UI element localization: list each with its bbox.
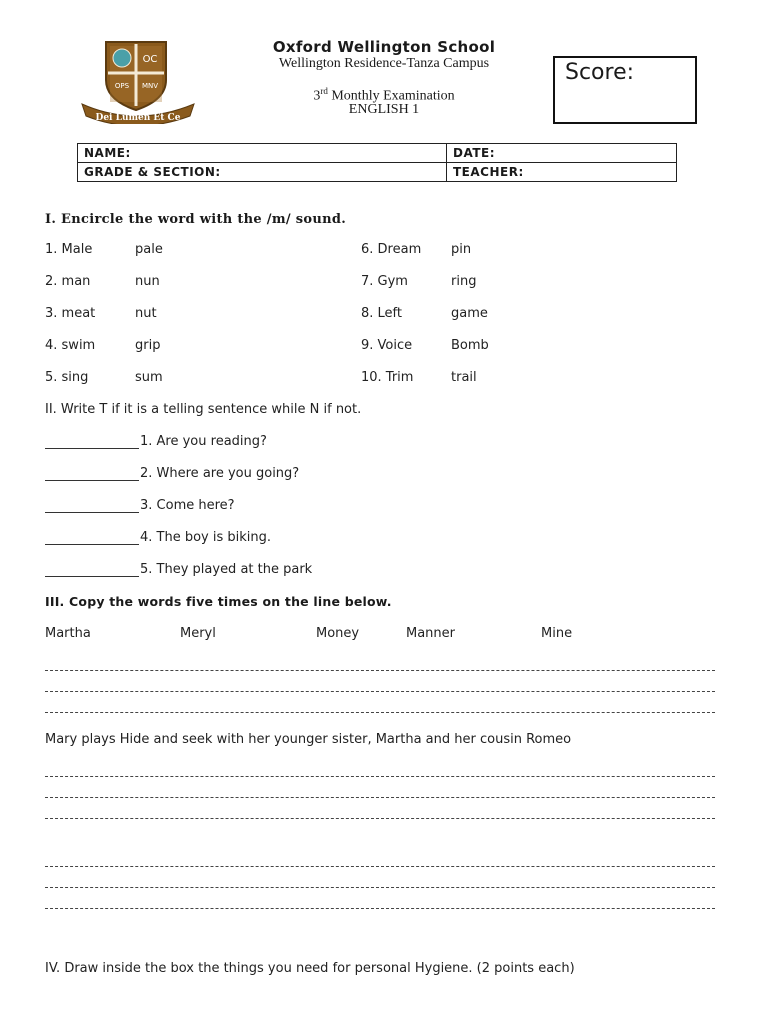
list-item: 10. Trim xyxy=(361,370,414,385)
list-item: 2. man xyxy=(45,274,91,289)
logo-text-mnv: MNV xyxy=(141,82,159,90)
grade-section-field: GRADE & SECTION: xyxy=(78,163,447,182)
score-label: Score: xyxy=(565,60,635,85)
list-item: 5. sing xyxy=(45,370,89,385)
writing-line[interactable] xyxy=(45,776,715,777)
copy-sentence: Mary plays Hide and seek with her younger sister, Martha and her cousin Romeo xyxy=(45,732,572,747)
list-item: Bomb xyxy=(451,338,489,353)
answer-blank[interactable] xyxy=(45,500,139,513)
list-item xyxy=(45,434,267,449)
logo-banner-text: Dei Lumen Et Ce xyxy=(95,113,181,123)
writing-line[interactable] xyxy=(45,797,715,798)
answer-blank[interactable] xyxy=(45,468,139,481)
part2-title: II. Write T if it is a telling sentence while N if not. xyxy=(45,402,362,417)
list-item: nun xyxy=(135,274,160,289)
question-text: 2. Where are you going? xyxy=(140,466,300,481)
list-item: 1. Male xyxy=(45,242,93,257)
copy-word: Martha xyxy=(45,626,91,641)
writing-line[interactable] xyxy=(45,670,715,671)
question-text: 3. Come here? xyxy=(140,498,235,513)
list-item xyxy=(45,562,312,577)
list-item: 7. Gym xyxy=(361,274,408,289)
copy-word: Meryl xyxy=(180,626,216,641)
name-field: NAME: xyxy=(78,144,447,163)
list-item xyxy=(45,530,271,545)
answer-blank[interactable] xyxy=(45,436,139,449)
list-item: 4. swim xyxy=(45,338,96,353)
logo-text-oc: OC xyxy=(142,54,158,65)
campus-name: Wellington Residence-Tanza Campus xyxy=(278,56,490,71)
subject-title: ENGLISH 1 xyxy=(348,102,420,117)
question-text: 4. The boy is biking. xyxy=(140,530,272,545)
list-item: pin xyxy=(451,242,472,257)
list-item: pale xyxy=(135,242,163,257)
list-item: game xyxy=(451,306,488,321)
writing-line[interactable] xyxy=(45,712,715,713)
part1-title: I. Encircle the word with the /m/ sound. xyxy=(45,212,347,227)
writing-line[interactable] xyxy=(45,691,715,692)
date-field: DATE: xyxy=(447,144,677,163)
logo-text-ops: OPS xyxy=(114,82,130,90)
writing-line[interactable] xyxy=(45,887,715,888)
writing-line[interactable] xyxy=(45,866,715,867)
teacher-field: TEACHER: xyxy=(447,163,677,182)
part4-title: IV. Draw inside the box the things you need for personal Hygiene. (2 points each) xyxy=(45,961,575,976)
list-item: sum xyxy=(135,370,163,385)
copy-word: Mine xyxy=(541,626,573,641)
list-item: grip xyxy=(135,338,161,353)
answer-blank[interactable] xyxy=(45,532,139,545)
copy-word: Money xyxy=(316,626,360,641)
list-item: 6. Dream xyxy=(361,242,422,257)
exam-title-rest: Monthly Examination xyxy=(327,88,455,104)
question-text: 1. Are you reading? xyxy=(140,434,267,449)
table-row xyxy=(78,144,677,163)
list-item: nut xyxy=(135,306,157,321)
list-item xyxy=(45,498,235,513)
list-item: ring xyxy=(451,274,477,289)
list-item: trail xyxy=(451,370,477,385)
list-item xyxy=(45,466,299,481)
copy-word: Manner xyxy=(406,626,456,641)
school-name: Oxford Wellington School xyxy=(272,38,496,56)
exam-ordinal-suffix: rd xyxy=(320,86,328,96)
exam-number: 3 xyxy=(313,88,321,104)
score-box xyxy=(553,56,697,124)
student-info-table xyxy=(77,143,677,182)
answer-blank[interactable] xyxy=(45,564,139,577)
list-item: 8. Left xyxy=(361,306,402,321)
part3-title: III. Copy the words five times on the line below. xyxy=(45,594,392,609)
list-item: 3. meat xyxy=(45,306,96,321)
writing-line[interactable] xyxy=(45,908,715,909)
list-item: 9. Voice xyxy=(361,338,413,353)
writing-line[interactable] xyxy=(45,818,715,819)
table-row xyxy=(78,163,677,182)
question-text: 5. They played at the park xyxy=(140,562,313,577)
